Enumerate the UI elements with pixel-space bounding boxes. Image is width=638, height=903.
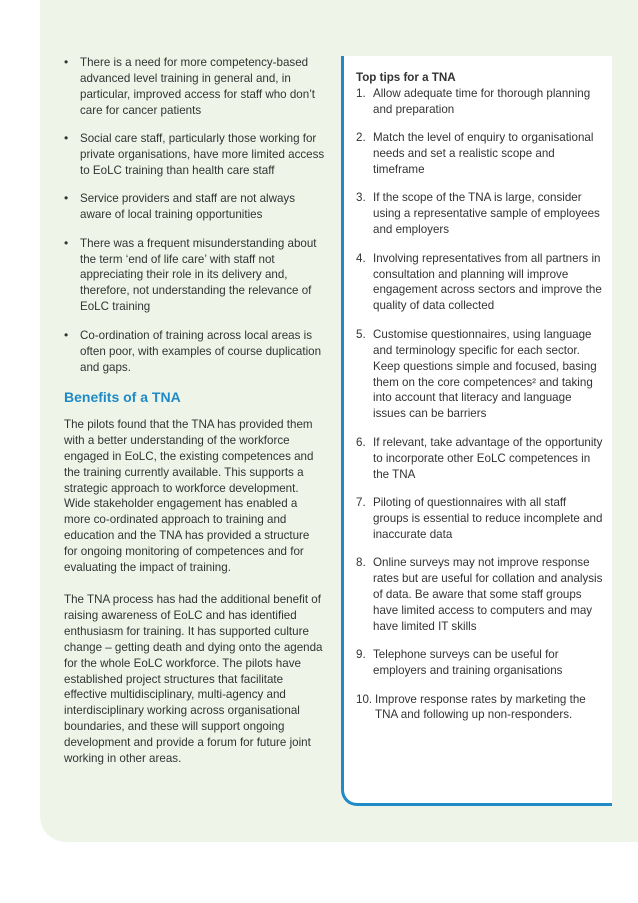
tip-item xyxy=(356,692,604,724)
tip-number: 6. xyxy=(356,435,366,449)
tip-number: 7. xyxy=(356,495,366,509)
tip-number: 3. xyxy=(356,191,366,205)
tip-text: If relevant, take advantage of the opportunity to incorporate other EoLC competences in the TNA xyxy=(373,435,603,481)
tip-text: Online surveys may not improve response rates but are useful for collation and analysis of data. Be aware that some staff groups have limited access to computers and may have limited IT skills xyxy=(373,556,603,633)
tip-text: Allow adequate time for thorough planning and preparation xyxy=(373,86,591,116)
tip-number: 9. xyxy=(356,648,366,662)
bullet-text: Service providers and staff are not always aware of local training opportunities xyxy=(80,192,296,222)
bullet-text: Co-ordination of training across local areas is often poor, with examples of course duplication and gaps. xyxy=(80,328,322,374)
benefits-paragraph-2: The TNA process has had the additional benefit of raising awareness of EoLC and has identified enthusiasm for training. It has supported culture change – getting death and dying onto the agenda for the whole EoLC workforce. The pilots have established project structures that facilitate effective multidisciplinary, multi-agency and interdisciplinary working across organisational boundaries, and these will support ongoing development and provide a forum for future joint working in other areas. xyxy=(64,592,323,766)
bullet-icon: • xyxy=(64,131,69,146)
bullet-item xyxy=(64,131,326,179)
left-column xyxy=(64,55,326,783)
bullet-icon: • xyxy=(64,327,69,342)
tip-text: Piloting of questionnaires with all staff groups is essential to reduce incomplete and inaccurate data xyxy=(373,495,603,541)
top-tips-content xyxy=(356,70,604,736)
tip-item xyxy=(356,647,604,679)
tip-number: 10. xyxy=(356,692,373,706)
bullet-item xyxy=(64,236,326,316)
bullet-item xyxy=(64,328,326,376)
tip-text: Involving representatives from all partners in consultation and planning will improve engagement across sectors and improve the quality of data collected xyxy=(373,251,602,313)
tip-text: Improve response rates by marketing the TNA and following up non-responders. xyxy=(375,692,586,722)
tip-text: If the scope of the TNA is large, consider using a representative sample of employees and employers xyxy=(373,191,600,237)
tip-number: 4. xyxy=(356,251,366,265)
bullet-icon: • xyxy=(64,55,69,69)
bullet-icon: • xyxy=(64,235,69,250)
tip-number: 8. xyxy=(356,556,366,570)
bullet-text: Social care staff, particularly those working for private organisations, have more limited access to EoLC training than health care staff xyxy=(80,132,325,177)
tip-item xyxy=(356,251,604,315)
tip-item xyxy=(356,130,604,178)
top-tips-title: Top tips for a TNA xyxy=(356,71,456,84)
bullet-text: There is a need for more competency-based advanced level training in general and, in particular, improved access for staff who don’t care for cancer patients xyxy=(80,56,315,117)
tip-item xyxy=(356,327,604,422)
tip-text: Customise questionnaires, using language and terminology specific for each sector. Keep questions simple and focused, basing them on the core competences² and taking into account that literacy and language issues can be barriers xyxy=(373,327,597,421)
tip-item xyxy=(356,555,604,635)
bullet-icon: • xyxy=(64,191,69,206)
findings-bullet-list xyxy=(64,55,326,375)
tip-item xyxy=(356,495,604,543)
benefits-heading: Benefits of a TNA xyxy=(64,388,181,405)
tip-number: 2. xyxy=(356,131,366,145)
tip-item xyxy=(356,190,604,238)
tip-item xyxy=(356,435,604,483)
benefits-paragraph-1: The pilots found that the TNA has provided them with a better understanding of the workforce engaged in EoLC, the existing competences and the training currently available. This supports a strategic approach to workforce development. Wide stakeholder engagement has enabled a more co-ordinated approach to training and education and the TNA has provided a structure for ongoing monitoring of competences and for evaluating the impact of training. xyxy=(64,417,314,575)
tip-item xyxy=(356,86,604,118)
tip-number: 5. xyxy=(356,327,366,341)
bullet-item xyxy=(64,55,326,119)
tip-number: 1. xyxy=(356,86,366,100)
bullet-text: There was a frequent misunderstanding about the term ‘end of life care’ with staff not appreciating their role in its delivery and, therefore, not understanding the relevance of EoLC training xyxy=(80,236,317,314)
tip-text: Telephone surveys can be useful for employers and training organisations xyxy=(373,648,563,678)
bullet-item xyxy=(64,191,326,223)
top-tips-list xyxy=(356,86,604,723)
tip-text: Match the level of enquiry to organisational needs and set a realistic scope and timeframe xyxy=(373,131,594,177)
